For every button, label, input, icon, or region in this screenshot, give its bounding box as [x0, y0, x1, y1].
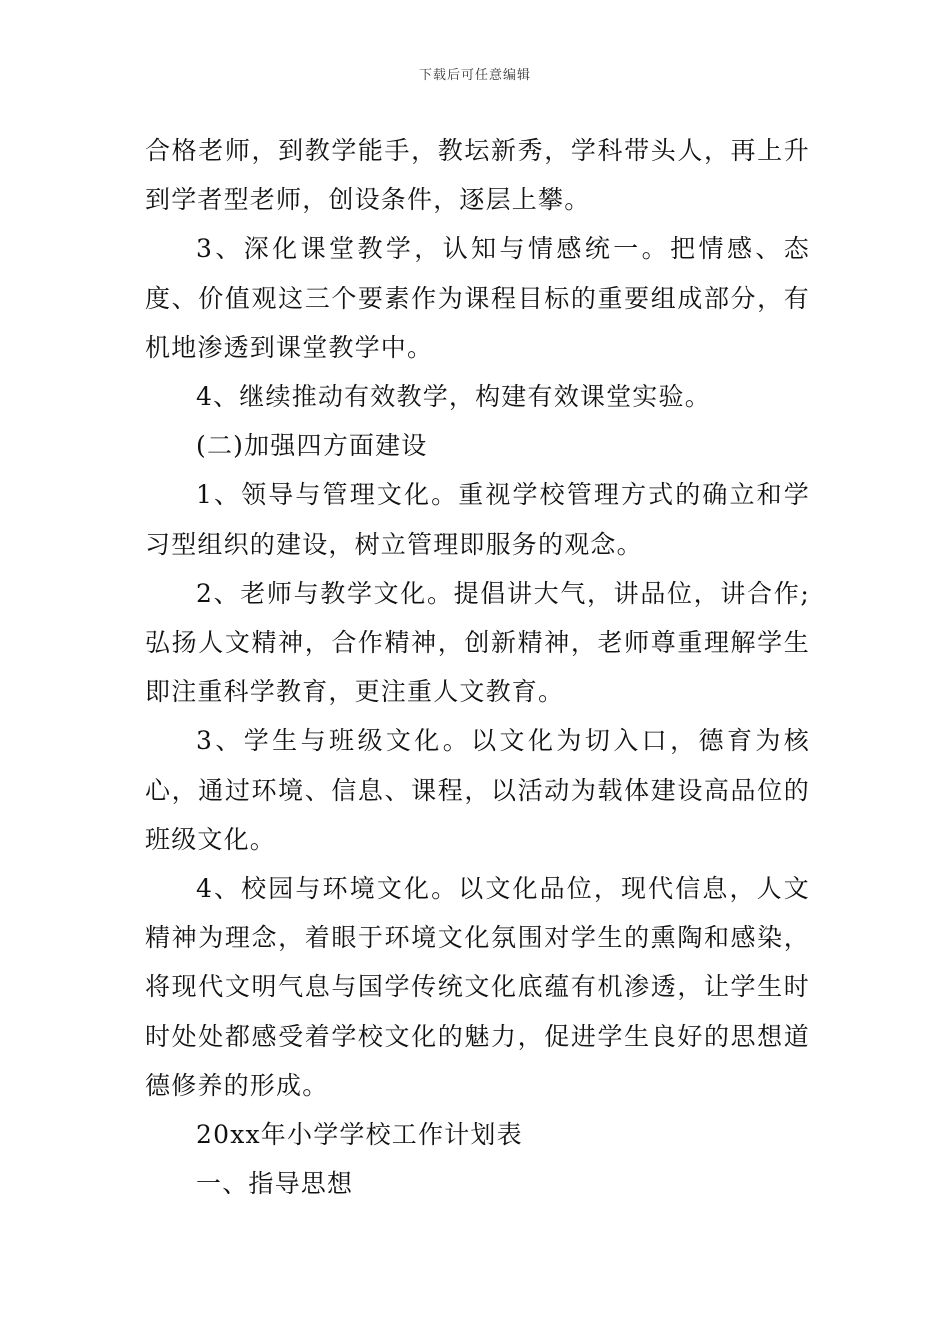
paragraph-7: 4、校园与环境文化。以文化品位，现代信息，人文精神为理念，着眼于环境文化氛围对学生的熏陶和感染，将现代文明气息与国学传统文化底蕴有机渗透，让学生时时处处都感受着学校文化的魅力，促进学生良好的思想道德修养的形成。: [145, 874, 810, 1100]
paragraph-1: 合格老师，到教学能手，教坛新秀，学科带头人，再上升到学者型老师，创设条件，逐层上攀。: [145, 136, 810, 215]
paragraph-4: 1、领导与管理文化。重视学校管理方式的确立和学习型组织的建设，树立管理即服务的观念。: [145, 480, 810, 559]
paragraph-3: 4、继续推动有效教学，构建有效课堂实验。: [196, 382, 711, 412]
section-heading-1: 一、指导思想: [196, 1169, 354, 1199]
document-title: 20xx年小学学校工作计划表: [196, 1120, 523, 1150]
section-heading-2: (二)加强四方面建设: [196, 431, 428, 461]
paragraph-5: 2、老师与教学文化。提倡讲大气，讲品位，讲合作;弘扬人文精神，合作精神，创新精神，老师尊重理解学生即注重科学教育，更注重人文教育。: [145, 578, 810, 707]
paragraph-6: 3、学生与班级文化。以文化为切入口，德育为核心，通过环境、信息、课程，以活动为载体建设高品位的班级文化。: [145, 726, 810, 854]
paragraph-2: 3、深化课堂教学，认知与情感统一。把情感、态度、价值观这三个要素作为课程目标的重要组成部分，有机地渗透到课堂教学中。: [145, 234, 810, 362]
page-header-note: 下载后可任意编辑: [418, 68, 531, 83]
document-body: [145, 126, 810, 1208]
